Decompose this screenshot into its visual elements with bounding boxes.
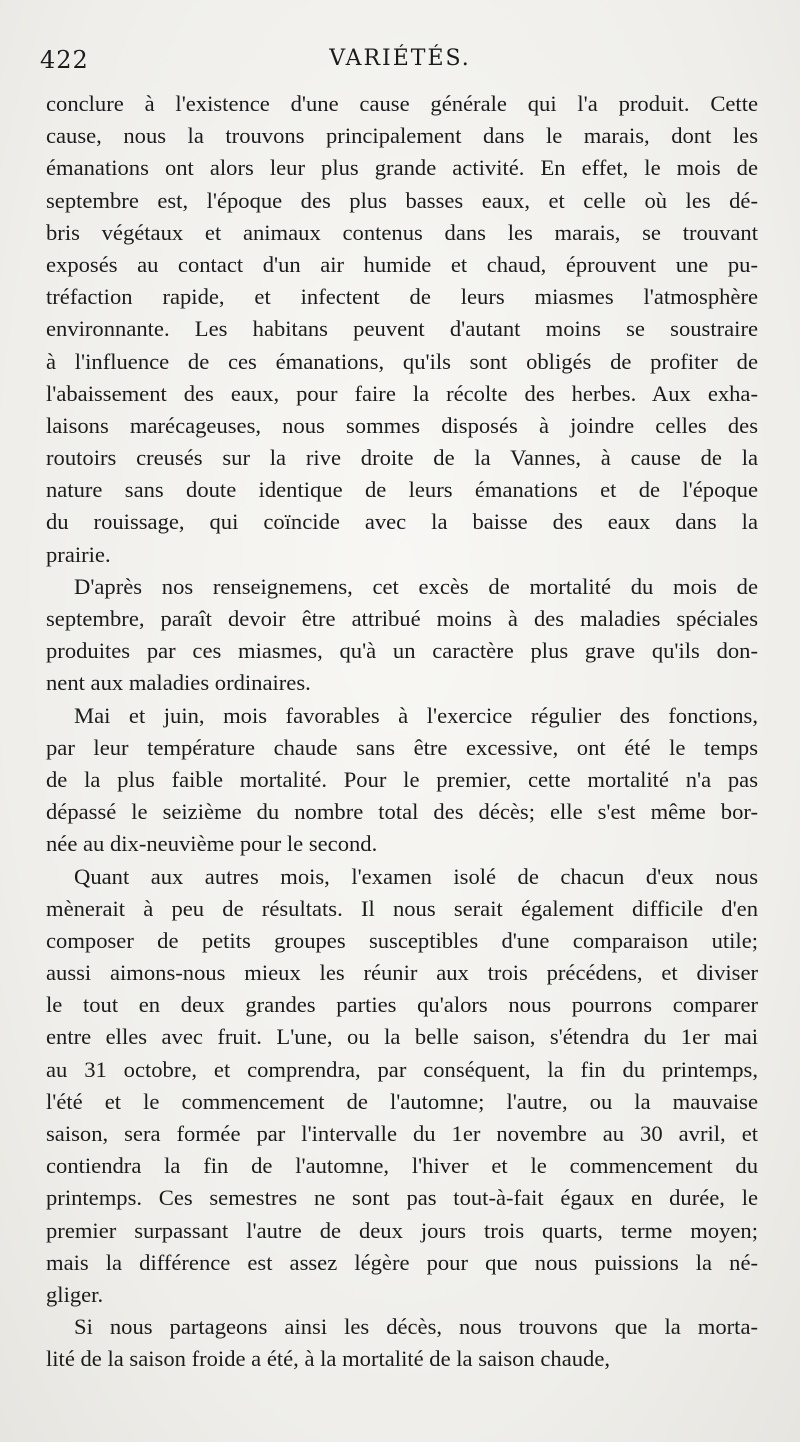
text-line: septembre est, l'époque des plus basses eaux, et celle où les dé-	[46, 187, 758, 213]
text-line: née au dix-neuvième pour le second.	[46, 831, 378, 857]
running-head	[40, 36, 760, 76]
text-line: dépassé le seizième du nombre total des décès; elle s'est même bor-	[46, 799, 758, 825]
text-line: de la plus faible mortalité. Pour le premier, cette mortalité n'a pas	[46, 766, 758, 792]
text-line: aussi aimons-nous mieux les réunir aux trois précédens, et diviser	[46, 960, 758, 986]
text-line: prairie.	[46, 541, 111, 567]
text-line: routoirs creusés sur la rive droite de la Vannes, à cause de la	[46, 445, 758, 471]
text-line: premier surpassant l'autre de deux jours trois quarts, terme moyen;	[46, 1217, 758, 1243]
text-line: gliger.	[46, 1281, 104, 1307]
text-line: mais la différence est assez légère pour que nous puissions la né-	[46, 1249, 758, 1275]
text-line: nent aux maladies ordinaires.	[46, 670, 311, 696]
text-line: exposés au contact d'un air humide et chaud, éprouvent une pu-	[46, 251, 758, 277]
text-line: environnante. Les habitans peuvent d'autant moins se soustraire	[46, 316, 758, 342]
text-line: contiendra la fin de l'automne, l'hiver et le commencement du	[46, 1153, 758, 1179]
text-line: le tout en deux grandes parties qu'alors nous pourrons comparer	[46, 992, 758, 1018]
text-line: l'été et le commencement de l'automne; l'autre, ou la mauvaise	[46, 1088, 758, 1114]
text-line: au 31 octobre, et comprendra, par conséquent, la fin du printemps,	[46, 1056, 758, 1082]
text-line: laisons marécageuses, nous sommes disposés à joindre celles des	[46, 412, 758, 438]
text-line: septembre, paraît devoir être attribué moins à des maladies spéciales	[46, 606, 758, 631]
page-number: 422	[40, 46, 89, 74]
text-line: printemps. Ces semestres ne sont pas tout-à-fait égaux en durée, le	[46, 1185, 758, 1211]
text-line: nature sans doute identique de leurs émanations et de l'époque	[46, 477, 758, 503]
text-line: à l'influence de ces émanations, qu'ils sont obligés de profiter de	[46, 348, 758, 374]
text-line: bris végétaux et animaux contenus dans les marais, se trouvant	[46, 219, 758, 245]
paragraph-first-line: D'après nos renseignemens, cet excès de mortalité du mois de	[74, 573, 758, 599]
text-line: lité de la saison froide a été, à la mortalité de la saison chaude,	[46, 1346, 610, 1372]
paragraph-first-line: Mai et juin, mois favorables à l'exercice régulier des fonctions,	[74, 702, 758, 728]
body-text	[46, 88, 758, 1376]
text-line: cause, nous la trouvons principalement dans le marais, dont les	[46, 123, 758, 149]
paragraph-first-line: Si nous partageons ainsi les décès, nous trouvons que la morta-	[74, 1314, 758, 1340]
running-title: VARIÉTÉS.	[329, 46, 471, 71]
text-line: tréfaction rapide, et infectent de leurs miasmes l'atmosphère	[46, 284, 758, 310]
text-line: composer de petits groupes susceptibles d'une comparaison utile;	[46, 927, 758, 953]
text-line: entre elles avec fruit. L'une, ou la belle saison, s'étendra du 1er mai	[46, 1024, 758, 1050]
text-line: l'abaissement des eaux, pour faire la récolte des herbes. Aux exha-	[46, 380, 758, 406]
text-line: du rouissage, qui coïncide avec la baisse des eaux dans la	[46, 509, 758, 535]
paragraph-first-line: Quant aux autres mois, l'examen isolé de chacun d'eux nous	[74, 863, 758, 889]
text-line: produites par ces miasmes, qu'à un caractère plus grave qu'ils don-	[46, 638, 758, 664]
text-line: saison, sera formée par l'intervalle du 1er novembre au 30 avril, et	[46, 1121, 758, 1146]
text-line: par leur température chaude sans être excessive, ont été le temps	[46, 734, 758, 760]
text-line: conclure à l'existence d'une cause générale qui l'a produit. Cette	[46, 91, 758, 116]
text-line: émanations ont alors leur plus grande activité. En effet, le mois de	[46, 155, 758, 181]
text-line: mènerait à peu de résultats. Il nous serait également difficile d'en	[46, 895, 758, 921]
